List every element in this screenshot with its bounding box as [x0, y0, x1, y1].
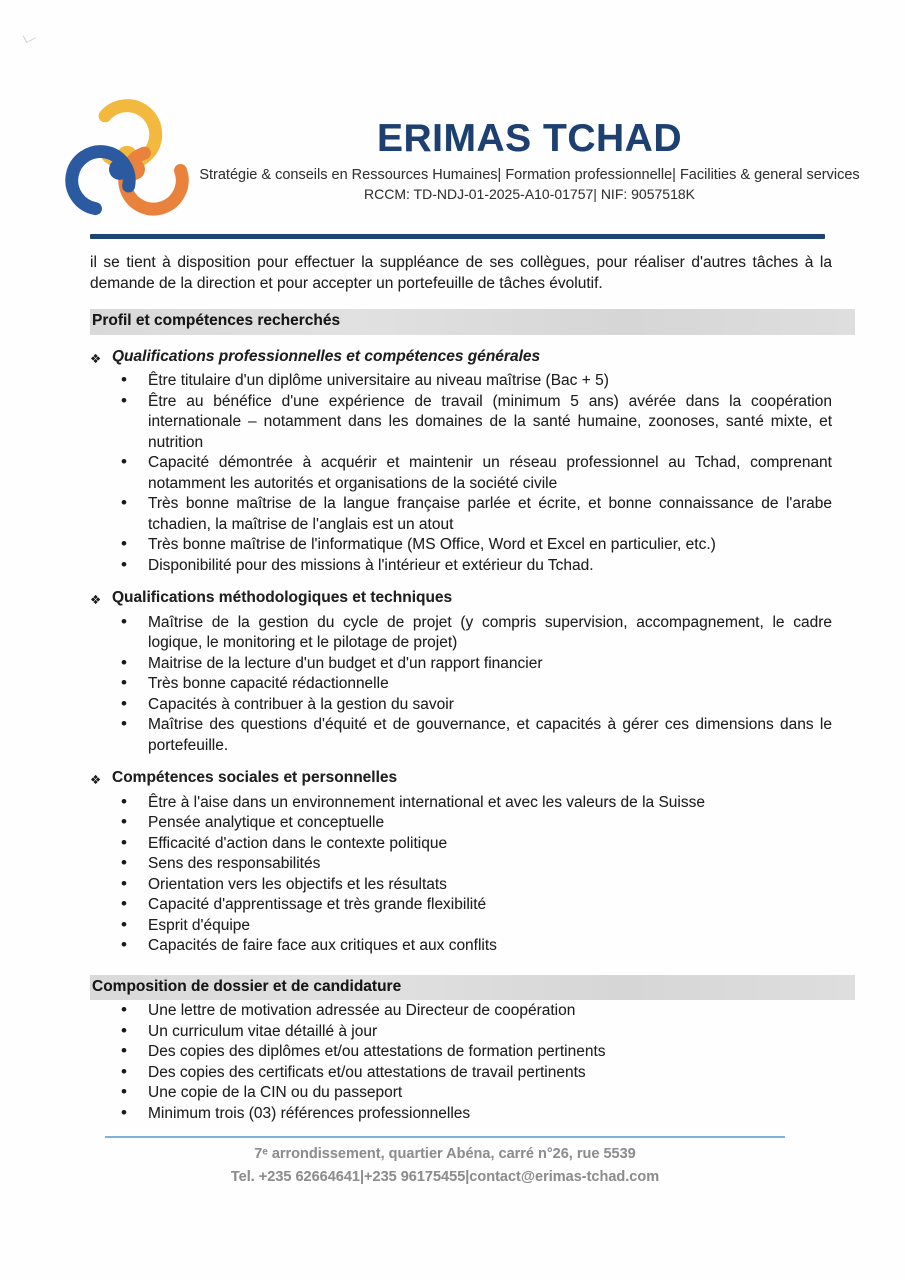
- footer-contact: Tel. +235 62664641|+235 96175455|contact@erimas-tchad.com: [230, 1169, 660, 1185]
- group-qualifications-methodologiques: [90, 588, 832, 756]
- bullet-item: • Pensée analytique et conceptuelle: [148, 813, 832, 834]
- bullet-item: • Capacités à contribuer à la gestion du savoir: [148, 695, 832, 716]
- group-title: [90, 588, 832, 611]
- bullet-item: • Maitrise de la lecture d'un budget et d'un rapport financier: [148, 654, 832, 675]
- document-footer: [105, 1136, 785, 1189]
- bullet-item: • Une lettre de motivation adressée au Directeur de coopération: [148, 1001, 832, 1022]
- bullet-item: • Une copie de la CIN ou du passeport: [148, 1083, 832, 1104]
- diamond-bullet-icon: ❖: [90, 350, 102, 366]
- bullet-item: • Maîtrise de la gestion du cycle de projet (y compris supervision, accompagnement, le cadre logique, le monitoring et le pilotage de projet): [148, 613, 832, 654]
- dossier-bullet-list: [90, 1001, 832, 1124]
- bullet-item: • Capacités de faire face aux critiques et aux conflits: [148, 936, 832, 957]
- bullet-item: • Efficacité d'action dans le contexte politique: [148, 834, 832, 855]
- company-tagline: Stratégie & conseils en Ressources Humaines| Formation professionnelle| Facilities & general services: [199, 167, 860, 183]
- bullet-list: [90, 793, 832, 957]
- bullet-item: • Un curriculum vitae détaillé à jour: [148, 1022, 832, 1043]
- bullet-item: • Des copies des diplômes et/ou attestations de formation pertinents: [148, 1042, 832, 1063]
- company-header-block: [196, 98, 863, 232]
- bullet-item: • Maîtrise des questions d'équité et de gouvernance, et capacités à gérer ces dimensions dans le portefeuille.: [148, 715, 832, 756]
- company-registration: RCCM: TD-NDJ-01-2025-A10-01757| NIF: 9057518K: [364, 186, 695, 202]
- footer-address: 7ᵉ arrondissement, quartier Abéna, carré n°26, rue 5539: [254, 1146, 636, 1162]
- section-heading-profil: Profil et compétences recherchés: [90, 309, 855, 335]
- bullet-item: • Être titulaire d'un diplôme universitaire au niveau maîtrise (Bac + 5): [148, 371, 832, 392]
- group-competences-sociales: [90, 768, 832, 957]
- bullet-item: • Capacité d'apprentissage et très grande flexibilité: [148, 895, 832, 916]
- bullet-item: • Esprit d'équipe: [148, 916, 832, 937]
- bullet-item: • Minimum trois (03) références professionnelles: [148, 1104, 832, 1125]
- bullet-item: • Très bonne maîtrise de l'informatique (MS Office, Word et Excel en particulier, etc.): [148, 535, 832, 556]
- bullet-item: • Très bonne capacité rédactionnelle: [148, 674, 832, 695]
- group-title-text: Qualifications méthodologiques et techniques: [112, 589, 453, 606]
- footer-divider-line: [105, 1136, 785, 1138]
- bullet-item: • Orientation vers les objectifs et les résultats: [148, 875, 832, 896]
- bullet-item: • Être à l'aise dans un environnement international et avec les valeurs de la Suisse: [148, 793, 832, 814]
- erimas-logo-icon: [58, 98, 196, 232]
- bullet-item: • Disponibilité pour des missions à l'intérieur et extérieur du Tchad.: [148, 556, 832, 577]
- group-title: [90, 347, 832, 370]
- company-title: ERIMAS TCHAD: [377, 117, 682, 160]
- diamond-bullet-icon: ❖: [90, 772, 102, 787]
- bullet-item: • Sens des responsabilités: [148, 854, 832, 875]
- section-heading-dossier: Composition de dossier et de candidature: [90, 975, 855, 1001]
- group-title: [90, 768, 832, 791]
- bullet-item: • Être au bénéfice d'une expérience de travail (minimum 5 ans) avérée dans la coopération internationale – notamment dans les domaines de la santé humaine, zoonoses, santé mixte, et nutrition: [148, 392, 832, 454]
- intro-paragraph: il se tient à disposition pour effectuer la suppléance de ses collègues, pour réaliser d'autres tâches à la demande de la direction et pour accepter un portefeuille de tâches évolutif.: [90, 254, 832, 292]
- bullet-item: • Capacité démontrée à acquérir et maintenir un réseau professionnel au Tchad, comprenant notamment les autorités et organisations de la société civile: [148, 453, 832, 494]
- document-body: [90, 253, 832, 1124]
- diamond-bullet-icon: ❖: [90, 592, 102, 607]
- scan-mark-artifact: [23, 31, 36, 43]
- bullet-item: • Des copies des certificats et/ou attestations de travail pertinents: [148, 1063, 832, 1084]
- header-divider-rule: [90, 234, 825, 239]
- document-header: [58, 98, 863, 232]
- group-qualifications-professionnelles: [90, 347, 832, 577]
- group-title-text: Qualifications professionnelles et compétences générales: [112, 347, 541, 365]
- bullet-list: [90, 613, 832, 757]
- group-title-text: Compétences sociales et personnelles: [112, 769, 398, 786]
- bullet-list: [90, 371, 832, 576]
- bullet-item: • Très bonne maîtrise de la langue française parlée et écrite, et bonne connaissance de l'arabe tchadien, la maîtrise de l'anglais est un atout: [148, 494, 832, 535]
